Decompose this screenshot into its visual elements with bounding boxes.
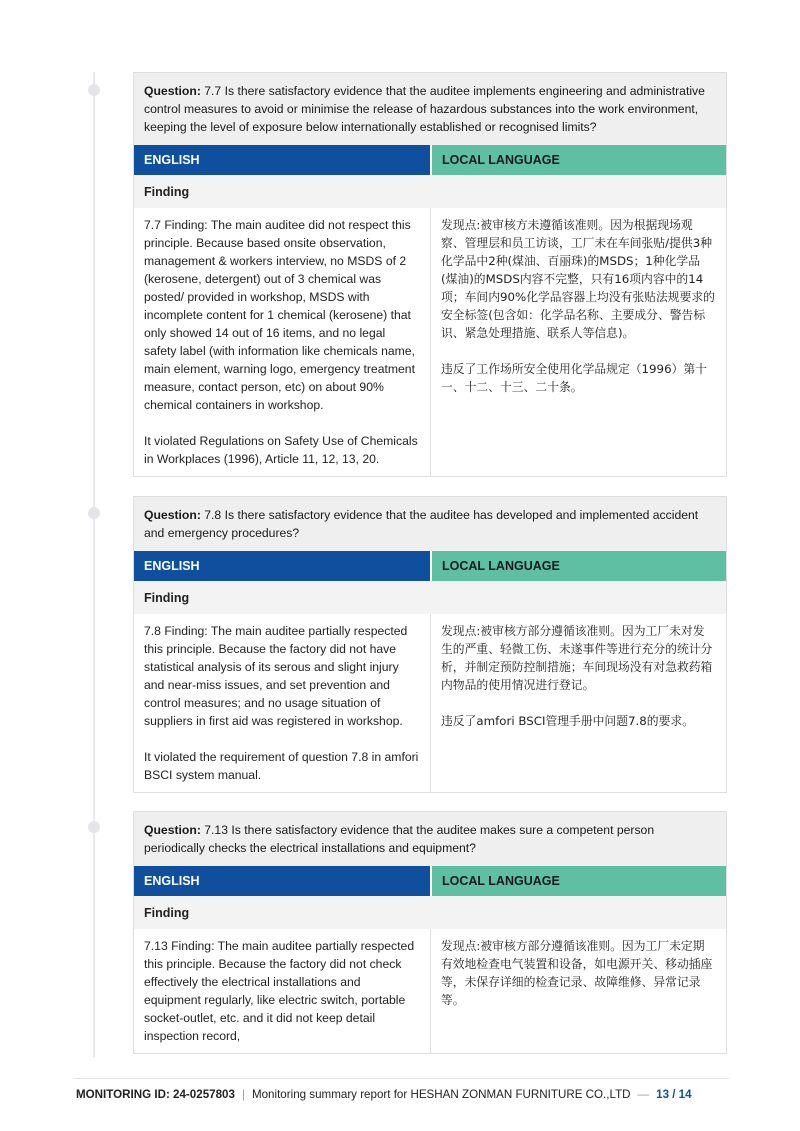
column-header-row	[134, 551, 726, 581]
column-header-english: ENGLISH	[134, 866, 430, 896]
violation-english-text: It violated the requirement of question 7.8 in amfori BSCI system manual.	[144, 750, 419, 782]
question-text: 7.8 Is there satisfactory evidence that the auditee has developed and implemented accident and emergency procedures?	[144, 508, 699, 540]
finding-local-text: 发现点:被审核方部分遵循该准则。因为工厂未对发生的严重、轻微工伤、未遂事件等进行充分的统计分析，并制定预防控制措施；车间现场没有对急救药箱内物品的使用情况进行登记。	[441, 624, 713, 692]
column-header-row	[134, 866, 726, 896]
finding-content-row	[134, 929, 726, 1053]
timeline-dot-2	[88, 507, 100, 519]
column-header-local-language: LOCAL LANGUAGE	[430, 551, 726, 581]
finding-local-text: 发现点:被审核方部分遵循该准则。因为工厂未定期有效地检查电气装置和设备，如电源开关、移动插座等，未保存详细的检查记录、故障维修、异常记录等。	[441, 939, 713, 1007]
finding-english-text: 7.13 Finding: The main auditee partially respected this principle. Because the factory did not check effectively the electrical installations and equipment regularly, like electric switch, portable socket-outlet, etc. and it did not keep detail inspection record,	[144, 939, 415, 1043]
timeline-dot-1	[88, 84, 100, 96]
finding-local	[430, 929, 726, 1053]
finding-label: Finding	[134, 896, 726, 929]
question-header	[134, 812, 726, 866]
footer-separator: |	[241, 1088, 245, 1101]
finding-content-row	[134, 208, 726, 476]
question-block-7-13	[133, 811, 727, 1054]
question-text: 7.13 Is there satisfactory evidence that the auditee makes sure a competent person periodically checks the electrical installations and equipment?	[144, 823, 655, 855]
question-text: 7.7 Is there satisfactory evidence that the auditee implements engineering and administrative control measures to avoid or minimise the release of hazardous substances into the work environment, keeping the level of exposure below internationally established or recognised limits?	[144, 84, 705, 134]
question-block-7-7	[133, 72, 727, 477]
finding-english	[134, 614, 430, 792]
finding-label: Finding	[134, 175, 726, 208]
finding-local-text: 发现点:被审核方未遵循该准则。因为根据现场观察、管理层和员工访谈，工厂未在车间张贴/提供3种化学品中2种(煤油、百丽珠)的MSDS；1种化学品(煤油)的MSDS内容不完整，只有16项内容中的14项；车间内90%化学品容器上均没有张贴法规要求的安全标签(包含如：化学品名称、主要成分、警告标识、紧急处理措施、联系人等信息)。	[441, 218, 715, 340]
finding-local	[430, 208, 726, 476]
finding-content-row	[134, 614, 726, 792]
column-header-english: ENGLISH	[134, 551, 430, 581]
finding-label: Finding	[134, 581, 726, 614]
violation-local-text: 违反了工作场所安全使用化学品规定（1996）第十一、十二、十三、二十条。	[441, 362, 707, 394]
page-number: 13 / 14	[656, 1088, 692, 1101]
question-header	[134, 497, 726, 551]
question-prefix: Question:	[144, 508, 201, 522]
question-prefix: Question:	[144, 823, 201, 837]
footer-dash: —	[637, 1088, 650, 1101]
monitoring-id: MONITORING ID: 24-0257803	[76, 1088, 235, 1101]
finding-local	[430, 614, 726, 792]
column-header-english: ENGLISH	[134, 145, 430, 175]
violation-english-text: It violated Regulations on Safety Use of Chemicals in Workplaces (1996), Article 11, 12, 13, 20.	[144, 434, 418, 466]
question-block-7-8	[133, 496, 727, 793]
column-header-local-language: LOCAL LANGUAGE	[430, 145, 726, 175]
column-header-row	[134, 145, 726, 175]
timeline-line	[93, 72, 95, 1057]
finding-english-text: 7.7 Finding: The main auditee did not respect this principle. Because based onsite observation, management & workers interview, no MSDS of 2 (kerosene, detergent) out of 3 chemical was posted/ provided in workshop, MSDS with incomplete content for 1 chemical (kerosene) that only showed 14 out of 16 items, and no legal safety label (with information like chemicals name, main element, warning logo, emergency treatment measure, contact person, etc) on about 90% chemical containers in workshop.	[144, 218, 415, 412]
finding-english	[134, 929, 430, 1053]
timeline-dot-3	[88, 821, 100, 833]
column-header-local-language: LOCAL LANGUAGE	[430, 866, 726, 896]
finding-english	[134, 208, 430, 476]
footer-divider	[73, 1078, 729, 1079]
report-title: Monitoring summary report for HESHAN ZONMAN FURNITURE CO.,LTD	[251, 1088, 631, 1101]
question-header	[134, 73, 726, 145]
question-prefix: Question:	[144, 84, 201, 98]
violation-local-text: 违反了amfori BSCI管理手册中问题7.8的要求。	[441, 714, 694, 728]
finding-english-text: 7.8 Finding: The main auditee partially respected this principle. Because the factory did not have statistical analysis of its serous and slight injury and near-miss issues, and set prevention and control measures; and no usage situation of suppliers in first aid was registered in workshop.	[144, 624, 408, 728]
page-footer	[76, 1088, 732, 1101]
